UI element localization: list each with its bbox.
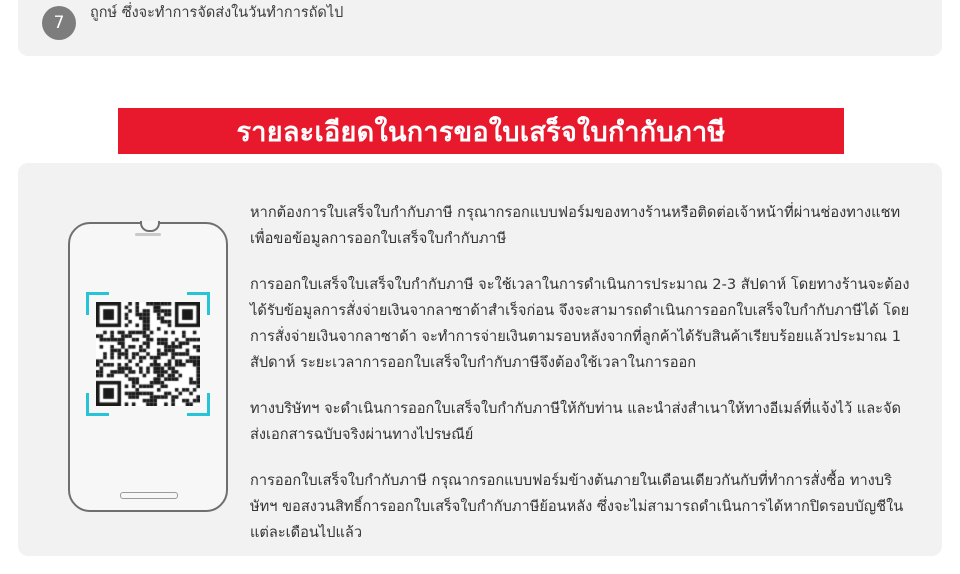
qr-code-icon bbox=[96, 302, 200, 406]
phone-speaker-icon bbox=[135, 233, 161, 236]
section-heading-banner bbox=[118, 108, 844, 154]
body-paragraph: หากต้องการใบเสร็จใบกำกับภาษี กรุณากรอกแบบฟอร์มของทางร้านหรือติดต่อเจ้าหน้าที่ผ่านช่องทางแชท เพื่อขอข้อมูลการออกใบเสร็จใบกำกับภาษี bbox=[250, 204, 901, 247]
body-paragraph: การออกใบเสร็จใบกำกับภาษี กรุณากรอกแบบฟอร์มข้างต้นภายในเดือนเดียวกันกับที่ทำการสั่งซื้อ ทางบริษัทฯ ขอสงวนสิทธิ์การออกใบเสร็จใบกำกับภาษีย้อนหลัง ซึ่งจะไม่สามารถดำเนินการได้หากปิดรอบบัญชีในแต่ละเดือนไปแล้ว bbox=[250, 472, 904, 541]
scanner-bracket-top-left-icon bbox=[86, 292, 109, 315]
body-copy bbox=[250, 200, 910, 546]
step-number-badge: 7 bbox=[42, 6, 76, 40]
qr-scan-area bbox=[86, 292, 210, 416]
scanner-bracket-bottom-left-icon bbox=[86, 393, 109, 416]
top-info-text: ถูกษ์ ซึ่งจะทำการจัดส่งในวันทำการถัดไป bbox=[90, 5, 344, 21]
scanner-bracket-bottom-right-icon bbox=[187, 393, 210, 416]
body-paragraph: การออกใบเสร็จใบเสร็จใบกำกับภาษี จะใช้เวลาในการดำเนินการประมาณ 2-3 สัปดาห์ โดยทางร้านจะต้องได้รับข้อมูลการสั่งจ่ายเงินจากลาซาด้าสำเร็จก่อน จึงจะสามารถดำเนินการออกใบเสร็จใบกำกับภาษีได้ โดยการสั่งจ่ายเงินจากลาซาด้า จะทำการจ่ายเงินตามรอบหลังจากที่ลูกค้าได้รับสินค้าเรียบร้อยแล้วประมาณ 1 สัปดาห์ ระยะเวลาการออกใบเสร็จใบกำกับภาษีจึงต้องใช้เวลาในการออก bbox=[250, 276, 910, 371]
section-heading-text: รายละเอียดในการขอใบเสร็จใบกำกับภาษี bbox=[236, 116, 726, 148]
body-paragraph: ทางบริษัทฯ จะดำเนินการออกใบเสร็จใบกำกับภาษีให้กับท่าน และนำส่งสำเนาให้ทางอีเมล์ที่แจ้งไว้ และจัดส่งเอกสารฉบับจริงผ่านทางไปรษณีย์ bbox=[250, 400, 902, 443]
scanner-bracket-top-right-icon bbox=[187, 292, 210, 315]
top-info-panel bbox=[18, 0, 942, 56]
phone-home-indicator bbox=[120, 492, 178, 499]
phone-illustration bbox=[68, 222, 228, 512]
